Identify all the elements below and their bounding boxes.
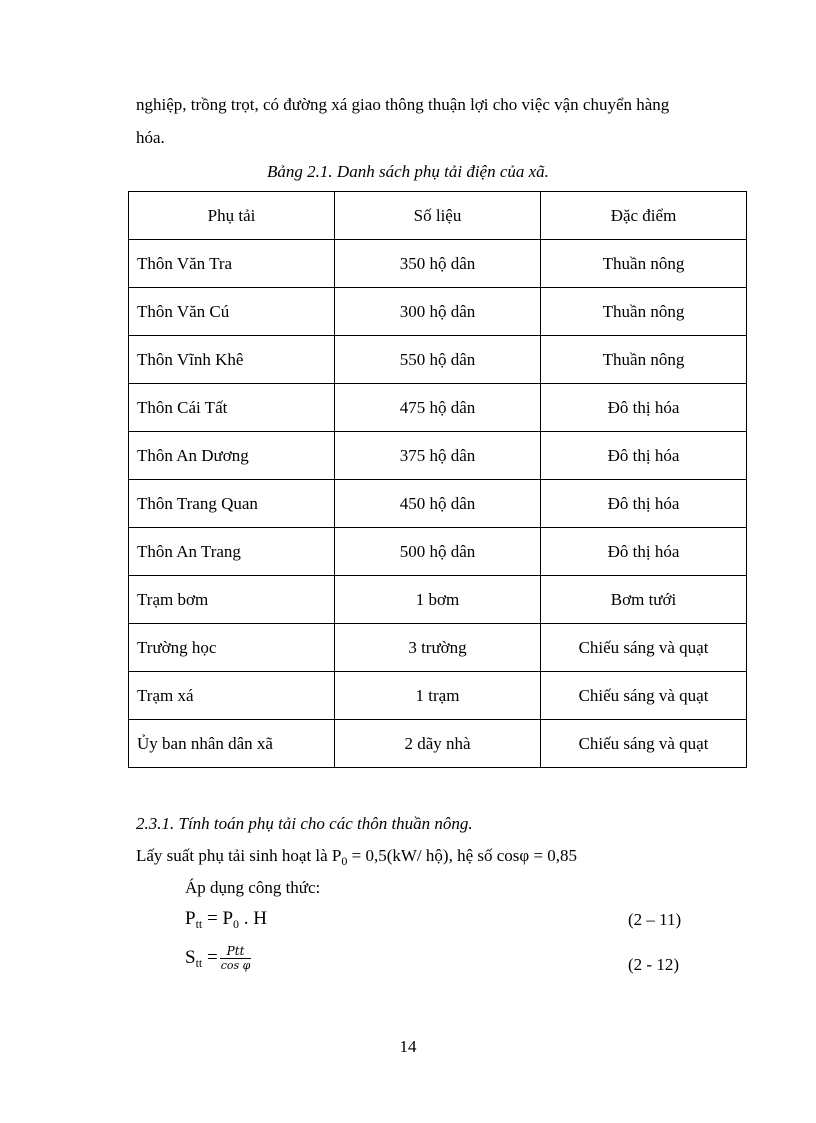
load-name: Thôn An Trang [129,528,335,576]
formula-ptt-number: (2 – 11) [628,910,682,929]
load-name: Ủy ban nhân dân xã [129,720,335,768]
load-characteristic: Chiếu sáng và quạt [541,720,747,768]
load-name: Thôn Văn Cú [129,288,335,336]
load-characteristic: Đô thị hóa [541,432,747,480]
load-characteristic: Đô thị hóa [541,480,747,528]
load-quantity: 1 bơm [335,576,541,624]
table-row [129,720,747,768]
table-row [129,672,747,720]
load-name: Thôn Văn Tra [129,240,335,288]
header-load: Phụ tải [129,192,335,240]
load-name: Trạm bơm [129,576,335,624]
formula-stt-eq: = [202,946,218,968]
formula-stt [185,944,251,973]
apply-formula-label: Áp dụng công thức: [185,878,321,897]
header-characteristic: Đặc điểm [541,192,747,240]
intro-line-2: hóa. [136,128,165,147]
load-table [128,191,747,768]
table-row [129,336,747,384]
formula-ptt-eq: = P [202,908,234,929]
section-text [136,846,577,871]
formula-stt-number: (2 - 12) [628,955,679,974]
load-name: Trạm xá [129,672,335,720]
formula-stt-lhs: S [185,946,196,968]
formula-ptt-lhs: P [185,908,196,929]
table-row [129,624,747,672]
table-header-row [129,192,747,240]
section-text-before: Lấy suất phụ tải sinh hoạt là P [136,846,342,865]
table-row [129,288,747,336]
section-heading: 2.3.1. Tính toán phụ tải cho các thôn thuần nông. [136,814,473,833]
section-text-after: = 0,5(kW/ hộ), hệ số cosφ = 0,85 [347,846,578,865]
load-quantity: 475 hộ dân [335,384,541,432]
load-name: Thôn Cái Tất [129,384,335,432]
load-name: Thôn Trang Quan [129,480,335,528]
load-quantity: 550 hộ dân [335,336,541,384]
formula-ptt [185,908,267,932]
load-name: Thôn An Dương [129,432,335,480]
table-row [129,432,747,480]
table-row [129,480,747,528]
load-quantity: 300 hộ dân [335,288,541,336]
load-quantity: 375 hộ dân [335,432,541,480]
load-quantity: 500 hộ dân [335,528,541,576]
load-quantity: 2 dãy nhà [335,720,541,768]
formula-ptt-lhs-sub: tt [195,917,203,931]
load-quantity: 350 hộ dân [335,240,541,288]
load-characteristic: Đô thị hóa [541,528,747,576]
table-row [129,576,747,624]
load-name: Thôn Vĩnh Khê [129,336,335,384]
load-quantity: 3 trường [335,624,541,672]
section-text-sub: 0 [341,854,348,868]
intro-line-1: nghiệp, trồng trọt, có đường xá giao thông thuận lợi cho việc vận chuyển hàng [136,95,670,114]
load-quantity: 450 hộ dân [335,480,541,528]
load-characteristic: Bơm tưới [541,576,747,624]
load-characteristic: Thuần nông [541,336,747,384]
load-characteristic: Thuần nông [541,288,747,336]
formula-stt-denominator: cos φ [220,959,251,972]
load-characteristic: Đô thị hóa [541,384,747,432]
table-caption: Bảng 2.1. Danh sách phụ tải điện của xã. [267,162,549,181]
load-name: Trường học [129,624,335,672]
formula-stt-fraction [220,944,252,973]
header-quantity: Số liệu [335,192,541,240]
formula-stt-numerator: Ptt [220,944,252,959]
load-quantity: 1 trạm [335,672,541,720]
table-row [129,240,747,288]
load-characteristic: Chiếu sáng và quạt [541,672,747,720]
table-row [129,528,747,576]
formula-ptt-rhs: . H [239,908,268,929]
formula-ptt-eq-sub: 0 [233,917,240,931]
formula-stt-lhs-sub: tt [195,955,203,970]
load-characteristic: Thuần nông [541,240,747,288]
load-characteristic: Chiếu sáng và quạt [541,624,747,672]
page-number: 14 [399,1037,417,1056]
table-row [129,384,747,432]
